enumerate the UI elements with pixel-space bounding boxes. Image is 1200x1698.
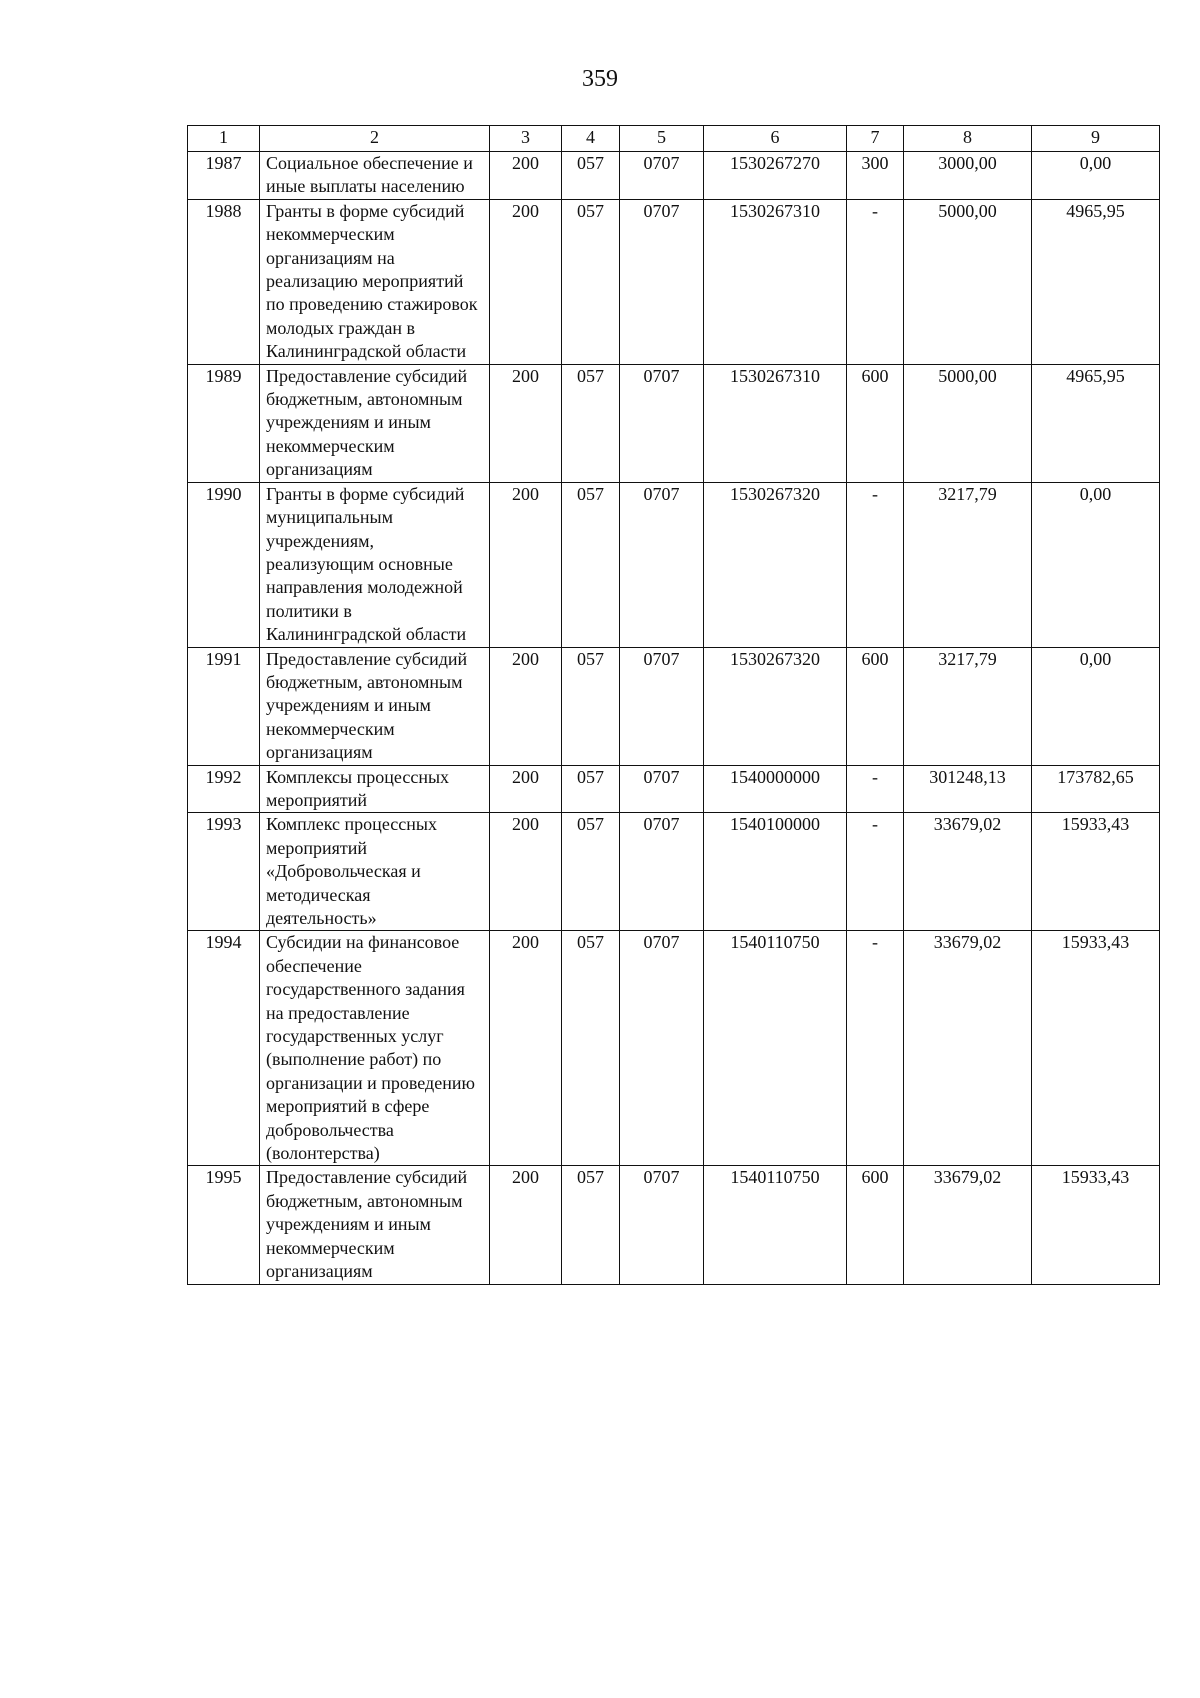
cell-code: 0707 [620,813,704,931]
cell-amount: 33679,02 [904,813,1032,931]
page-number: 359 [582,66,618,92]
column-header: 8 [904,126,1032,152]
cell-amount: 15933,43 [1032,931,1160,1166]
cell-code: 0707 [620,482,704,647]
cell-code: 0707 [620,931,704,1166]
cell-code: 200 [490,364,562,482]
cell-code: 0707 [620,1166,704,1284]
cell-code: 200 [490,199,562,364]
cell-code: 600 [847,1166,904,1284]
cell-code: 200 [490,813,562,931]
cell-code: 057 [562,482,620,647]
cell-code: 1540110750 [704,931,847,1166]
row-description: Социальное обеспечение и иные выплаты населению [260,152,490,200]
cell-amount: 173782,65 [1032,765,1160,813]
row-number: 1990 [188,482,260,647]
cell-amount: 33679,02 [904,931,1032,1166]
cell-code: 200 [490,647,562,765]
table-row [188,364,1160,482]
table-row [188,931,1160,1166]
column-header: 9 [1032,126,1160,152]
cell-amount: 15933,43 [1032,1166,1160,1284]
cell-code: 200 [490,765,562,813]
row-description: Субсидии на финансовое обеспечение государственного задания на предоставление государственных услуг (выполнение работ) по организации и проведению мероприятий в сфере добровольчества (волонтерства) [260,931,490,1166]
column-header: 5 [620,126,704,152]
table-row [188,647,1160,765]
cell-code: - [847,931,904,1166]
row-number: 1989 [188,364,260,482]
cell-code: 1540100000 [704,813,847,931]
row-number: 1991 [188,647,260,765]
cell-amount: 5000,00 [904,364,1032,482]
cell-amount: 0,00 [1032,152,1160,200]
column-header: 2 [260,126,490,152]
column-header: 6 [704,126,847,152]
row-number: 1995 [188,1166,260,1284]
cell-code: 057 [562,813,620,931]
cell-amount: 4965,95 [1032,199,1160,364]
table-row [188,765,1160,813]
cell-code: 0707 [620,364,704,482]
cell-code: - [847,765,904,813]
row-description: Предоставление субсидий бюджетным, автономным учреждениям и иным некоммерческим организациям [260,364,490,482]
cell-code: 057 [562,364,620,482]
row-description: Гранты в форме субсидий муниципальным учреждениям, реализующим основные направления молодежной политики в Калининградской области [260,482,490,647]
table-row [188,1166,1160,1284]
row-description: Гранты в форме субсидий некоммерческим организациям на реализацию мероприятий по проведению стажировок молодых граждан в Калининградской области [260,199,490,364]
cell-code: 057 [562,931,620,1166]
cell-code: 057 [562,199,620,364]
cell-code: 1540000000 [704,765,847,813]
cell-code: 600 [847,364,904,482]
cell-code: 057 [562,765,620,813]
cell-code: 300 [847,152,904,200]
cell-code: 200 [490,1166,562,1284]
cell-amount: 3217,79 [904,482,1032,647]
cell-code: 200 [490,482,562,647]
cell-code: 0707 [620,199,704,364]
cell-code: 200 [490,931,562,1166]
cell-code: 1530267320 [704,647,847,765]
table-row [188,813,1160,931]
table-row [188,152,1160,200]
row-number: 1994 [188,931,260,1166]
cell-amount: 33679,02 [904,1166,1032,1284]
cell-code: 1540110750 [704,1166,847,1284]
row-description: Предоставление субсидий бюджетным, автономным учреждениям и иным некоммерческим организациям [260,1166,490,1284]
row-description: Комплексы процессных мероприятий [260,765,490,813]
cell-code: 057 [562,647,620,765]
column-header: 1 [188,126,260,152]
cell-code: 0707 [620,152,704,200]
cell-code: - [847,813,904,931]
cell-amount: 0,00 [1032,647,1160,765]
row-number: 1988 [188,199,260,364]
cell-code: 1530267270 [704,152,847,200]
cell-code: 0707 [620,765,704,813]
column-header: 7 [847,126,904,152]
header-row [188,126,1160,152]
cell-amount: 5000,00 [904,199,1032,364]
cell-amount: 15933,43 [1032,813,1160,931]
cell-code: 200 [490,152,562,200]
cell-amount: 0,00 [1032,482,1160,647]
cell-code: 1530267310 [704,364,847,482]
cell-amount: 3217,79 [904,647,1032,765]
cell-amount: 3000,00 [904,152,1032,200]
budget-table [187,125,1160,1285]
cell-code: - [847,482,904,647]
cell-amount: 4965,95 [1032,364,1160,482]
row-description: Предоставление субсидий бюджетным, автономным учреждениям и иным некоммерческим организациям [260,647,490,765]
cell-code: 057 [562,152,620,200]
row-number: 1993 [188,813,260,931]
row-description: Комплекс процессных мероприятий «Добровольческая и методическая деятельность» [260,813,490,931]
row-number: 1992 [188,765,260,813]
cell-code: 600 [847,647,904,765]
row-number: 1987 [188,152,260,200]
column-header: 4 [562,126,620,152]
cell-code: 0707 [620,647,704,765]
cell-code: 057 [562,1166,620,1284]
cell-code: - [847,199,904,364]
cell-amount: 301248,13 [904,765,1032,813]
column-header: 3 [490,126,562,152]
table-row [188,199,1160,364]
cell-code: 1530267310 [704,199,847,364]
table-row [188,482,1160,647]
cell-code: 1530267320 [704,482,847,647]
